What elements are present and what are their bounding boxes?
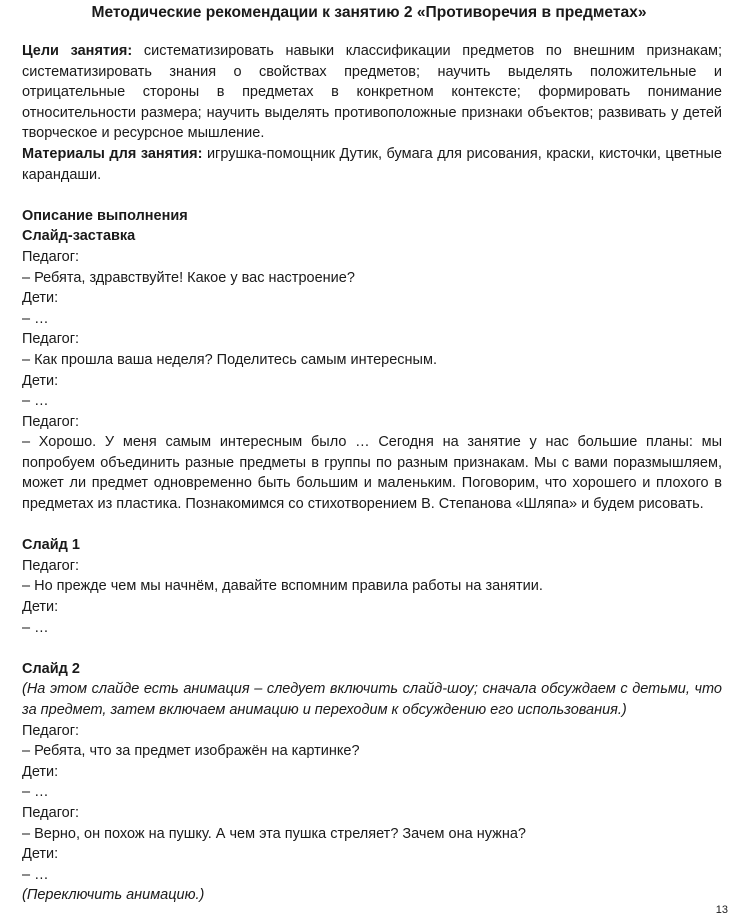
teacher-paragraph: – Хорошо. У меня самым интересным было … Сегодня на занятие у нас большие планы: мы попробуем объединить разные предметы в группы по разным признакам. Мы с вами поразмышляем, может ли предмет одновременно быть большим и маленьким. Поговорим, что хорошего и плохого в предметах из пластика. Познакомимся со стихотворением В. Степанова «Шляпа» и будем рисовать. bbox=[22, 434, 722, 513]
dialogue-line: – Как прошла ваша неделя? Поделитесь самым интересным. bbox=[22, 351, 437, 368]
spacer bbox=[22, 185, 722, 206]
dialogue-line: – Ребята, здравствуйте! Какое у вас настроение? bbox=[22, 269, 355, 286]
dialogue-line: – … bbox=[22, 619, 49, 636]
dialogue-line: Дети: bbox=[22, 290, 59, 307]
dialogue-line: – Но прежде чем мы начнём, давайте вспомним правила работы на занятии. bbox=[22, 578, 543, 595]
description-heading: Описание выполнения bbox=[22, 207, 188, 224]
materials-label: Материалы для занятия: bbox=[22, 145, 203, 162]
dialogue-line: Педагог: bbox=[22, 413, 80, 430]
dialogue-line: – Ребята, что за предмет изображён на картинке? bbox=[22, 743, 360, 760]
section-heading-intro: Слайд-заставка bbox=[22, 228, 136, 245]
dialogue-line: – Верно, он похож на пушку. А чем эта пушка стреляет? Зачем она нужна? bbox=[22, 825, 526, 842]
goals-label: Цели занятия: bbox=[22, 43, 133, 59]
goals-paragraph bbox=[22, 41, 722, 144]
spacer bbox=[22, 515, 722, 536]
dialogue-line: Дети: bbox=[22, 372, 59, 389]
animation-note: (Переключить анимацию.) bbox=[22, 887, 205, 904]
dialogue-line: Педагог: bbox=[22, 804, 80, 821]
section-heading-slide-2: Слайд 2 bbox=[22, 660, 80, 677]
dialogue-line: – … bbox=[22, 866, 49, 883]
dialogue-line: – … bbox=[22, 310, 49, 327]
materials-text: игрушка-помощник Дутик, бумага для рисования, краски, кисточки, цветные карандаши. bbox=[22, 145, 722, 183]
page-number: 13 bbox=[715, 904, 728, 916]
slide-note: (На этом слайде есть анимация – следует включить слайд-шоу; сначала обсуждаем с детьми, что за предмет, затем включаем анимацию и переходим к обсуждению его использования.) bbox=[22, 681, 722, 718]
spacer bbox=[22, 638, 722, 659]
goals-text: систематизировать навыки классификации предметов по внешним признакам; систематизировать знания о свойствах предметов; научить выделять положительные и отрицательные стороны в предметах в конкретном контексте; формировать понимание относительности размера; научить выделять противоположные признаки объектов; развивать у детей творческое и ресурсное мышление. bbox=[22, 43, 723, 142]
dialogue-line: Дети: bbox=[22, 763, 59, 780]
dialogue-line: Педагог: bbox=[22, 331, 80, 348]
dialogue-line: Педагог: bbox=[22, 722, 80, 739]
page-content bbox=[22, 41, 722, 906]
materials-paragraph bbox=[22, 144, 722, 185]
dialogue-line: Педагог: bbox=[22, 557, 80, 574]
dialogue-line: – … bbox=[22, 784, 49, 801]
dialogue-line: Дети: bbox=[22, 599, 59, 616]
section-heading-slide-1: Слайд 1 bbox=[22, 537, 80, 554]
dialogue-line: Дети: bbox=[22, 846, 59, 863]
page-title: Методические рекомендации к занятию 2 «Противоречия в предметах» bbox=[91, 4, 647, 21]
dialogue-line: – … bbox=[22, 393, 49, 410]
dialogue-line: Педагог: bbox=[22, 248, 80, 265]
